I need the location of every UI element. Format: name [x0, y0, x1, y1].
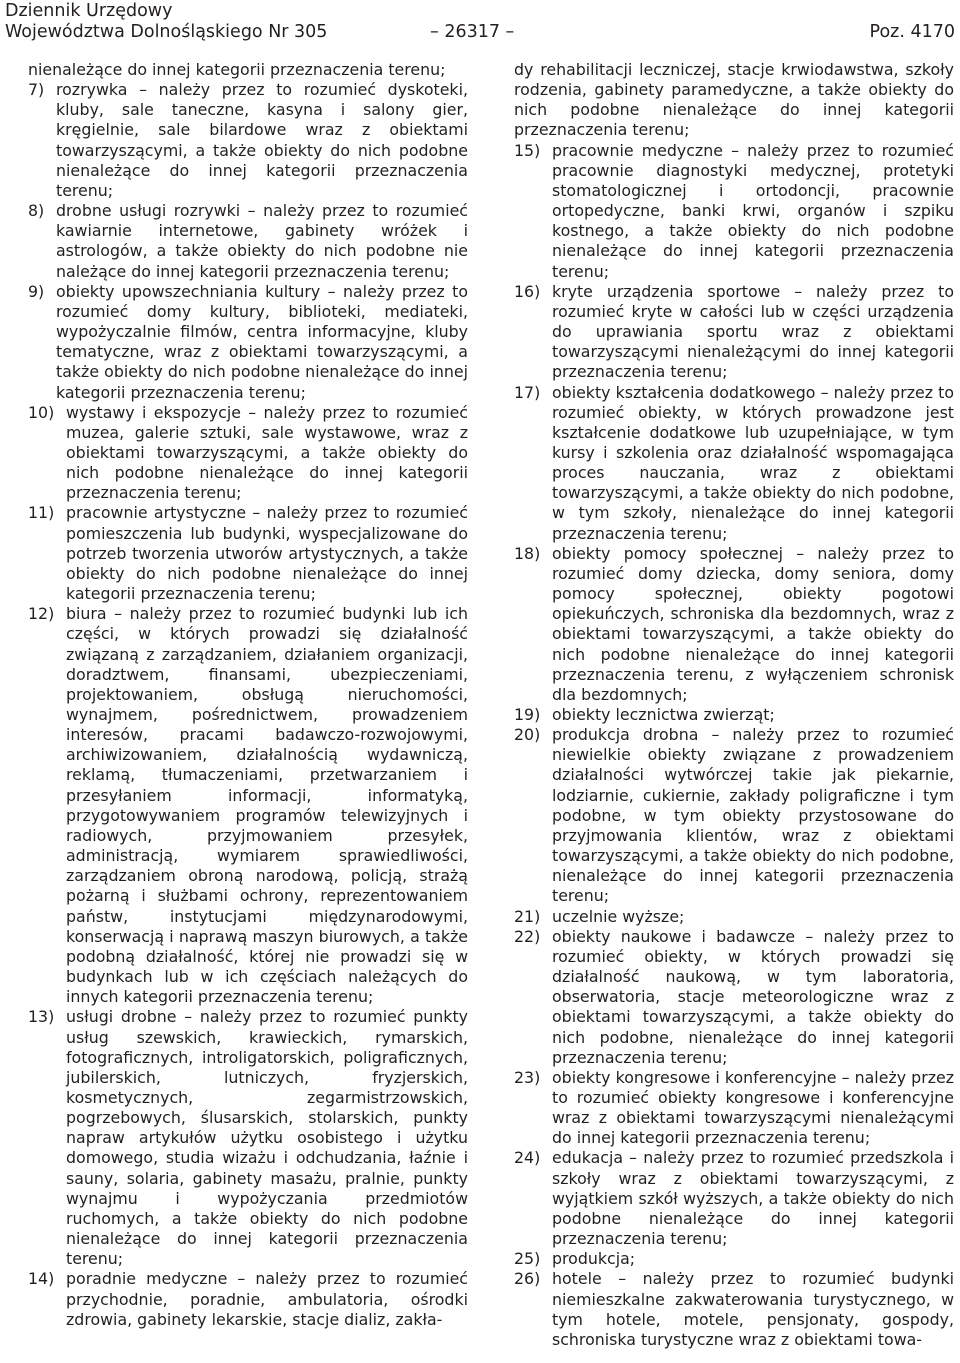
- item-text: hotele – należy przez to rozumieć budynki niemieszkalne zakwaterowania turystycznego, w tym hotele, motele, pensjonaty, gospody, schroniska turystyczne wraz z obiektami towa-: [552, 1269, 954, 1349]
- left-column: [28, 60, 468, 1330]
- list-item: [514, 544, 954, 705]
- item-text: pracownie medyczne – należy przez to rozumieć pracownie diagnostyki medycznej, protetyki stomatologicznej i ortodoncji, pracownie ortopedyczne, banki krwi, organów i szpiku kostnego, a także obiekty do nich podobne nienależące do innej kategorii przeznaczenia terenu;: [552, 140, 954, 281]
- item-number: 9): [28, 281, 45, 301]
- list-item: [28, 1007, 468, 1269]
- left-item-list: [28, 80, 468, 1330]
- item-text: obiekty upowszechniania kultury – należy przez to rozumieć domy kultury, biblioteki, mediateki, wypożyczalnie filmów, centra informacyjne, kluby tematyczne, wraz z obiektami towarzyszącymi, a także obiekty do nich podobne nienależące do innej kategorii przeznaczenia terenu;: [56, 281, 468, 402]
- item-number: 10): [28, 402, 55, 422]
- item-text: produkcja drobna – należy przez to rozumieć niewielkie obiekty związane z prowadzeniem działalności wytwórczej takie jak piekarnie, lodziarnie, cukiernie, zakłady poligraficzne i tym podobne, w tym obiekty przystosowane do przyjmowania klientów, wraz z obiektami towarzyszącymi, a także obiekty do nich podobne, nienależące do innej kategorii przeznaczenia terenu;: [552, 725, 954, 906]
- item-number: 26): [514, 1269, 541, 1289]
- item-number: 12): [28, 604, 55, 624]
- list-item: [514, 383, 954, 544]
- item-number: 16): [514, 281, 541, 301]
- item-number: 24): [514, 1148, 541, 1168]
- list-item: [514, 907, 954, 927]
- item-text: wystawy i ekspozycje – należy przez to rozumieć muzea, galerie sztuki, sale wystawowe, wraz z obiektami towarzyszącymi, a także obiekty do nich podobne nienależące do innej kategorii przeznaczenia terenu;: [66, 402, 468, 503]
- item-text: obiekty kształcenia dodatkowego – należy przez to rozumieć obiekty, w których prowadzone jest kształcenie dodatkowe lub uzupełniające, w tym kursy i szkolenia oraz działalność wspomagająca proces nauczania, wraz z obiektami towarzyszącymi, a także obiekty do nich podobne, w tym szkoły, nienależące do innej kategorii przeznaczenia terenu;: [552, 382, 954, 543]
- list-item: [514, 1269, 954, 1350]
- journal-title: Dziennik Urzędowy: [5, 1, 173, 21]
- item-number: 7): [28, 80, 45, 100]
- list-item: [514, 1148, 954, 1249]
- item-number: 17): [514, 382, 541, 402]
- item-text: uczelnie wyższe;: [552, 906, 685, 926]
- item-text: kryte urządzenia sportowe – należy przez to rozumieć kryte w całości lub w części urządzenia do uprawiania sportu wraz z obiektami towarzyszącymi nienależącymi do innej kategorii przeznaczenia terenu;: [552, 281, 954, 382]
- item-text: obiekty kongresowe i konferencyjne – należy przez to rozumieć obiekty kongresowe i konferencyjne wraz z obiektami towarzyszącymi nienależącymi do innej kategorii przeznaczenia terenu;: [552, 1067, 954, 1148]
- list-item: [28, 503, 468, 604]
- item-number: 14): [28, 1269, 55, 1289]
- position-number: Poz. 4170: [869, 22, 955, 42]
- list-item: [28, 80, 468, 201]
- list-item: [514, 725, 954, 906]
- journal-voivodeship-issue: Województwa Dolnośląskiego Nr 305: [5, 22, 328, 42]
- list-item: [514, 1249, 954, 1269]
- item-number: 19): [514, 705, 541, 724]
- item-number: 25): [514, 1249, 541, 1269]
- item-text: edukacja – należy przez to rozumieć przedszkola i szkoły wraz z obiektami towarzyszącymi, z wyjątkiem szkół wyższych, a także obiekty do nich podobne nienależące do innej kategorii przeznaczenia terenu;: [552, 1148, 954, 1249]
- list-item: [28, 1269, 468, 1329]
- item-text: obiekty lecznictwa zwierząt;: [552, 705, 775, 724]
- list-item: [28, 201, 468, 282]
- item-number: 20): [514, 725, 541, 745]
- item-number: 23): [514, 1067, 541, 1087]
- item-number: 11): [28, 503, 55, 523]
- item-number: 21): [514, 906, 541, 926]
- item-text: obiekty pomocy społecznej – należy przez to rozumieć domy dziecka, domy seniora, domy pomocy społecznej, obiekty pogotowi opiekuńczych, schroniska dla bezdomnych, wraz z obiektami towarzyszącymi, a także obiekty do nich podobne nienależące do innej kategorii przeznaczenia terenu, z wyłączeniem schronisk dla bezdomnych;: [552, 543, 954, 704]
- item-number: 15): [514, 140, 541, 160]
- item-text: pracownie artystyczne – należy przez to rozumieć pomieszczenia lub budynki, wyspecjalizowane do potrzeb tworzenia utworów artystycznych, a także obiekty do nich podobne nienależące do innej kategorii przeznaczenia terenu;: [66, 503, 468, 604]
- right-item-list: [514, 141, 954, 1350]
- item-text: usługi drobne – należy przez to rozumieć punkty usług szewskich, krawieckich, rymarskich, fotograficznych, introligatorskich, poligraficznych, jubilerskich, lutniczych, fryzjerskich, kosmetycznych, zegarmistrzowskich, pogrzebowych, ślusarskich, stolarskich, punkty napraw artykułów użytku osobistego i użytku domowego, studia wizażu i odchudzania, łaźnie i sauny, solaria, gabinety masażu, pralnie, punkty wynajmu i wypożyczania przedmiotów ruchomych, a także obiekty do nich podobne nienależące do innej kategorii przeznaczenia terenu;: [66, 1007, 468, 1269]
- item-text: produkcja;: [552, 1249, 636, 1269]
- continuation-text: dy rehabilitacji leczniczej, stacje krwiodawstwa, szkoły rodzenia, gabinety paramedyczne, a także obiekty do nich podobne nienależące do innej kategorii przeznaczenia terenu;: [514, 60, 954, 140]
- item-number: 22): [514, 926, 541, 946]
- list-item: [514, 927, 954, 1068]
- page-header: [0, 0, 960, 48]
- list-item: [514, 282, 954, 383]
- list-item: [514, 141, 954, 282]
- list-item: [28, 282, 468, 403]
- list-item: [514, 1068, 954, 1149]
- item-text: poradnie medyczne – należy przez to rozumieć przychodnie, poradnie, ambulatoria, ośrodki zdrowia, gabinety lekarskie, stacje dializ, zakła-: [66, 1269, 468, 1329]
- item-number: 13): [28, 1007, 55, 1027]
- item-text: drobne usługi rozrywki – należy przez to rozumieć kawiarnie internetowe, gabinety wróżek i astrologów, a także obiekty do nich podobne nie należące do innej kategorii przeznaczenia terenu;: [56, 201, 468, 281]
- list-item: [514, 705, 954, 725]
- item-number: 18): [514, 543, 541, 563]
- item-number: 8): [28, 201, 45, 221]
- right-column: [514, 60, 954, 1350]
- item-text: obiekty naukowe i badawcze – należy przez to rozumieć obiekty, w których prowadzi się działalność naukową, w tym laboratoria, obserwatoria, stacje meteorologiczne wraz z obiektami towarzyszącymi, a także obiekty do nich podobne, nienależące do innej kategorii przeznaczenia terenu;: [552, 926, 954, 1067]
- list-item: [28, 403, 468, 504]
- list-item: [28, 604, 468, 1007]
- page-number: – 26317 –: [430, 22, 515, 42]
- continuation-text: nienależące do innej kategorii przeznaczenia terenu;: [28, 60, 446, 79]
- item-text: biura – należy przez to rozumieć budynki lub ich części, w których prowadzi się działalność związaną z zarządzaniem, działaniem organizacji, doradztwem, finansami, ubezpieczeniami, projektowaniem, obsługą nieruchomości, wynajmem, pośrednictwem, prowadzeniem interesów, pracami badawczo-rozwojowymi, archiwizowaniem, działalnością wydawniczą, reklamą, tłumaczeniami, przetwarzaniem i przesyłaniem informacji, informatyką, przygotowywaniem programów telewizyjnych i radiowych, przyjmowaniem przesyłek, administracją, wymiarem sprawiedliwości, zarządzaniem obroną narodową, policją, strażą pożarną i służbami ochrony, reprezentowaniem państw, instytucjami międzynarodowymi, konserwacją i naprawą maszyn biurowych, a także podobną działalność, której nie prowadzi się w budynkach lub w ich częściach należących do innych kategorii przeznaczenia terenu;: [66, 604, 468, 1007]
- item-text: rozrywka – należy przez to rozumieć dyskoteki, kluby, sale taneczne, kasyna i salony gier, kręgielnie, sale bilardowe wraz z obiektami towarzyszącymi, a także obiekty do nich podobne nienależące do innej kategorii przeznaczenia terenu;: [56, 80, 468, 200]
